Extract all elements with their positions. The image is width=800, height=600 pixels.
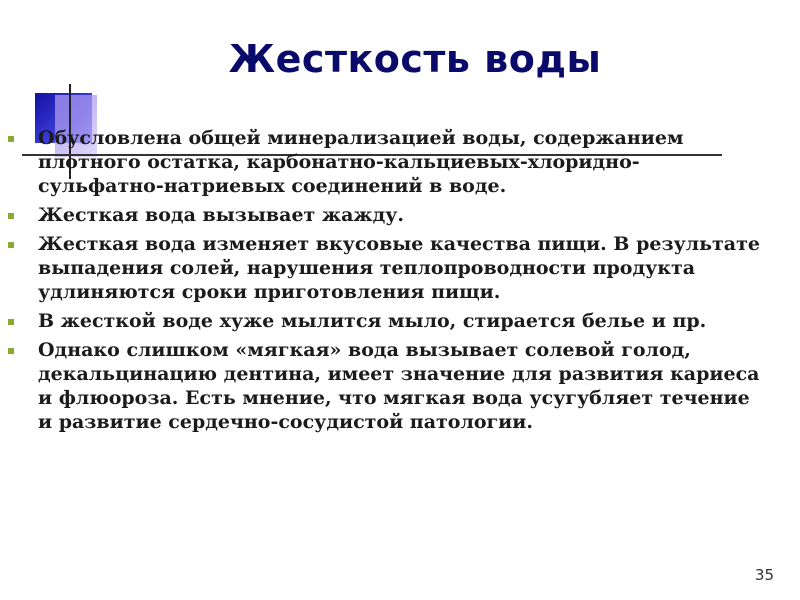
bullet-text: Жесткая вода изменяет вкусовые качества пищи. В результате выпадения солей, нарушения теплопроводности продукта удлиняются сроки приготовления пищи. — [38, 233, 760, 303]
bullet-item — [0, 203, 760, 227]
square-bullet-icon — [8, 213, 14, 219]
square-bullet-icon — [8, 319, 14, 325]
bullet-list — [0, 126, 760, 439]
bullet-item — [0, 126, 760, 198]
square-bullet-icon — [8, 136, 14, 142]
square-bullet-icon — [8, 348, 14, 354]
bullet-text: В жесткой воде хуже мылится мыло, стирается белье и пр. — [38, 310, 707, 332]
bullet-item — [0, 232, 760, 304]
page-number: 35 — [754, 566, 774, 584]
bullet-text: Обусловлена общей минерализацией воды, содержанием плотного остатка, карбонатно-кальциевых-хлоридно-сульфатно-натриевых соединений в воде. — [38, 127, 684, 197]
bullet-item — [0, 309, 760, 333]
bullet-text: Жесткая вода вызывает жажду. — [38, 204, 405, 226]
bullet-text: Однако слишком «мягкая» вода вызывает солевой голод, декальцинацию дентина, имеет значение для развития кариеса и флюороза. Есть мнение, что мягкая вода усугубляет течение и развитие сердечно-сосудистой патологии. — [38, 339, 760, 433]
square-bullet-icon — [8, 242, 14, 248]
bullet-item — [0, 338, 760, 434]
slide-title: Жесткость воды — [228, 37, 602, 81]
